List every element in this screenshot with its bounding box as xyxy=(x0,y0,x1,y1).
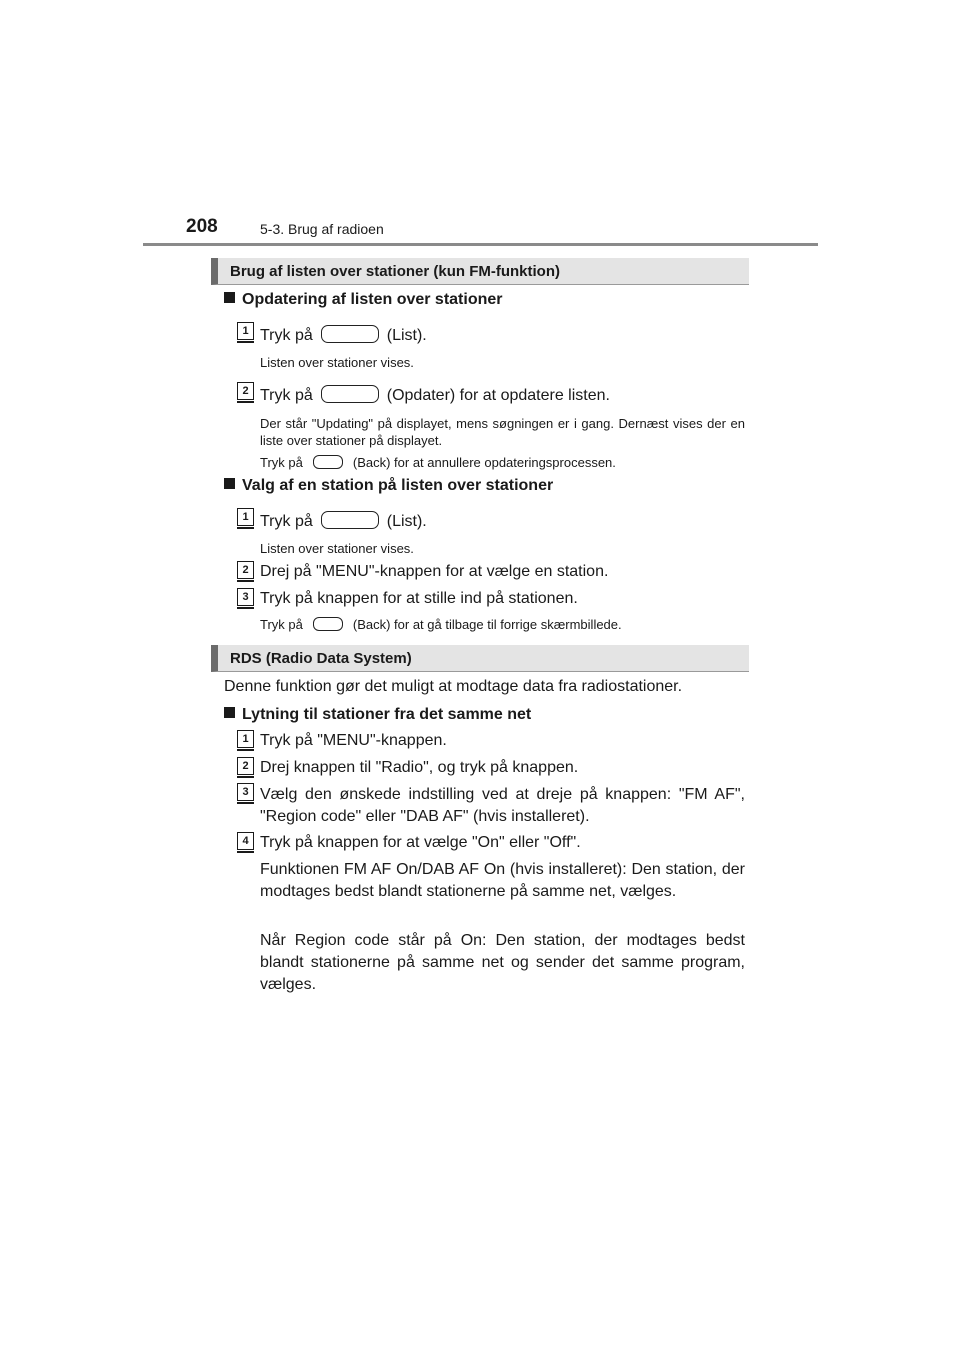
step-number: 2 xyxy=(237,757,254,775)
step-note: Tryk på (Back) for at annullere opdateringsprocessen. xyxy=(260,455,616,470)
section-heading-rds xyxy=(211,645,749,672)
page-number: 208 xyxy=(186,216,218,237)
step-text: Tryk på knappen for at vælge "On" eller "Off". xyxy=(260,834,581,851)
section-intro: Denne funktion gør det muligt at modtage data fra radiostationer. xyxy=(224,678,683,695)
step-detail-paragraph: Når Region code står på On: Den station, der modtages bedst blandt stationerne på samme net og sender det samme program, vælges. xyxy=(260,932,745,993)
screen-button-icon xyxy=(313,455,343,469)
square-bullet-icon xyxy=(224,478,235,489)
step-text: Tryk på (List). xyxy=(260,327,427,344)
screen-button-icon xyxy=(313,617,343,631)
subheading-same-network: Lytning til stationer fra det samme net xyxy=(224,706,531,724)
step-number: 2 xyxy=(237,382,254,400)
step-number: 1 xyxy=(237,322,254,340)
step-text: Drej knappen til "Radio", og tryk på knappen. xyxy=(260,759,579,776)
step-text: Tryk på "MENU"-knappen. xyxy=(260,732,447,749)
step-number: 3 xyxy=(237,588,254,606)
screen-button-icon xyxy=(321,511,379,529)
step-note: Der står "Updating" på displayet, mens søgningen er i gang. Dernæst vises der en liste over stationer på displayet. xyxy=(260,416,745,448)
screen-button-icon xyxy=(321,325,379,343)
step-text: Drej på "MENU"-knappen for at vælge en station. xyxy=(260,563,609,580)
step-number: 1 xyxy=(237,730,254,748)
subheading-select-station: Valg af en station på listen over stationer xyxy=(224,477,553,495)
section-title: Brug af listen over stationer (kun FM-funktion) xyxy=(230,263,561,280)
step-text: Vælg den ønskede indstilling ved at dreje på knappen: "FM AF", "Region code" eller "DAB AF" (hvis installeret). xyxy=(260,786,745,825)
step-text: Tryk på knappen for at stille ind på stationen. xyxy=(260,590,578,607)
step-number: 3 xyxy=(237,783,254,801)
step-text: Tryk på (List). xyxy=(260,513,427,530)
step-detail-paragraph: Funktionen FM AF On/DAB AF On (hvis installeret): Den station, der modtages bedst blandt stationerne på samme net, vælges. xyxy=(260,861,745,900)
step-number: 4 xyxy=(237,832,254,850)
step-note: Listen over stationer vises. xyxy=(260,355,414,370)
square-bullet-icon xyxy=(224,292,235,303)
section-heading-station-list xyxy=(211,258,749,285)
header-divider xyxy=(143,243,818,246)
subheading-update-list: Opdatering af listen over stationer xyxy=(224,291,503,309)
step-number: 1 xyxy=(237,508,254,526)
step-text: Tryk på (Opdater) for at opdatere listen. xyxy=(260,387,610,404)
screen-button-icon xyxy=(321,385,379,403)
breadcrumb: 5-3. Brug af radioen xyxy=(260,221,384,237)
step-note: Listen over stationer vises. xyxy=(260,541,414,556)
section-title: RDS (Radio Data System) xyxy=(230,650,412,667)
step-number: 2 xyxy=(237,561,254,579)
square-bullet-icon xyxy=(224,707,235,718)
step-note: Tryk på (Back) for at gå tilbage til forrige skærmbillede. xyxy=(260,617,622,632)
